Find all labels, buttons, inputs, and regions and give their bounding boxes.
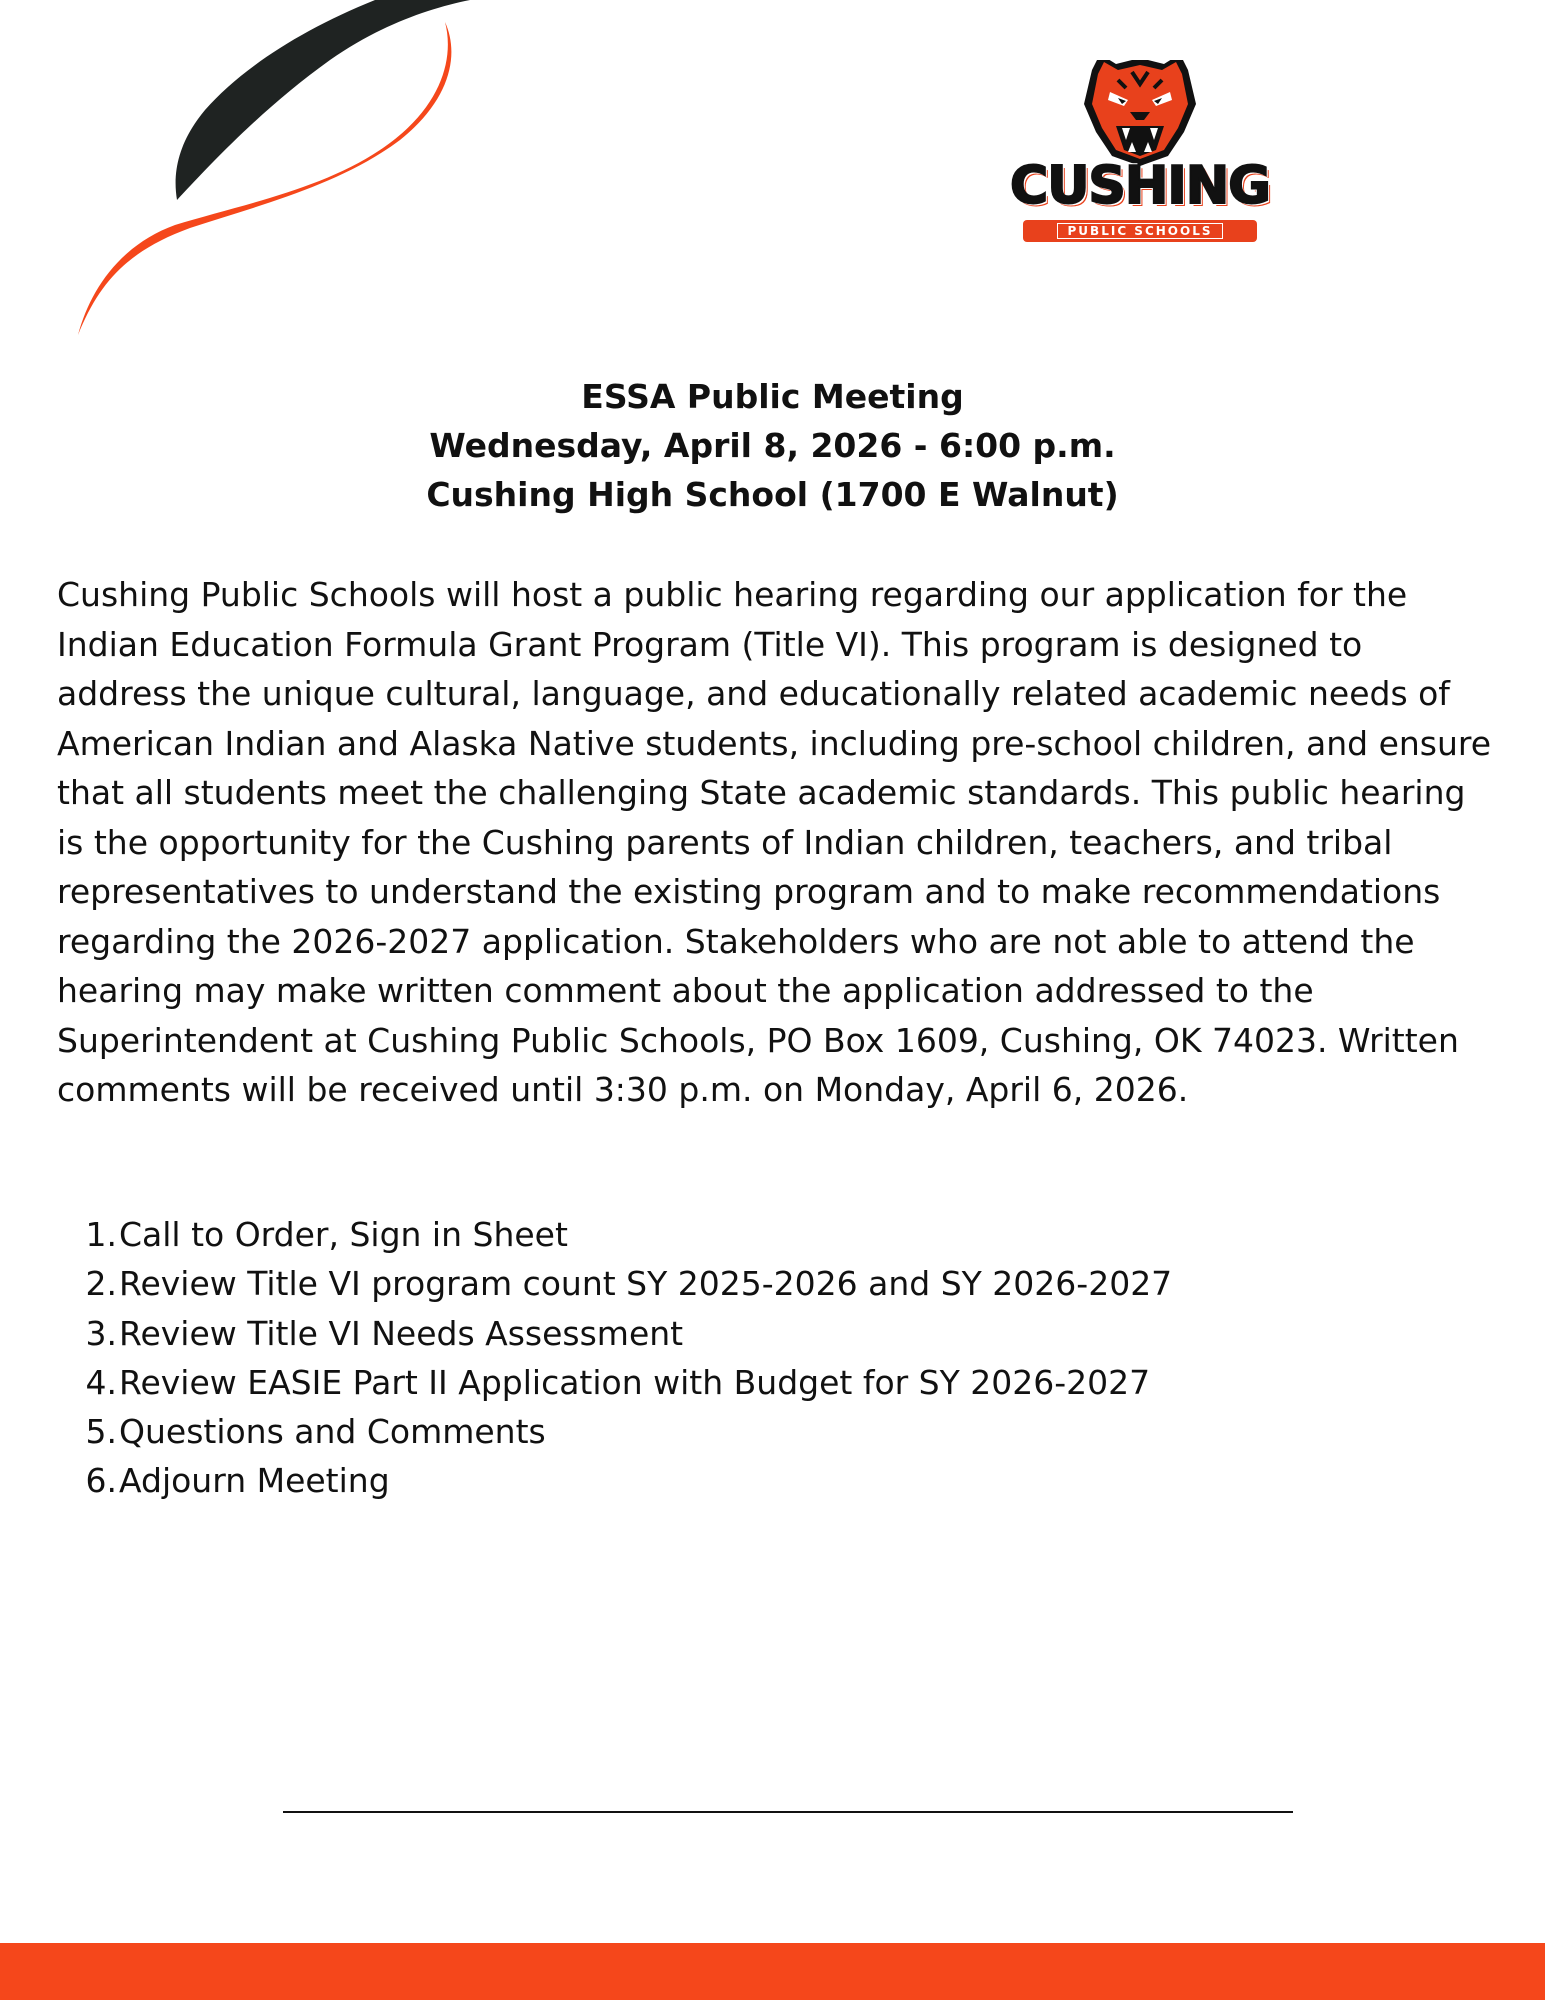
- agenda-item-number: 5.: [85, 1412, 117, 1452]
- meeting-location: Cushing High School (1700 E Walnut): [426, 475, 1119, 514]
- agenda-item-text: Review EASIE Part II Application with Budget for SY 2026-2027: [119, 1362, 1151, 1402]
- agenda-item: [57, 1358, 1172, 1407]
- agenda-item-number: 1.: [85, 1215, 117, 1254]
- agenda-item: [57, 1407, 1172, 1456]
- agenda-item-text: Review Title VI program count SY 2025-2026 and SY 2026-2027: [119, 1264, 1173, 1304]
- agenda-item-number: 4.: [85, 1362, 117, 1402]
- agenda-item: [57, 1210, 1172, 1259]
- agenda-item-text: Adjourn Meeting: [119, 1461, 390, 1501]
- agenda-item-text: Call to Order, Sign in Sheet: [119, 1215, 568, 1254]
- agenda-item-number: 6.: [85, 1461, 117, 1501]
- agenda-list: [57, 1210, 1172, 1506]
- footer-accent-bar: [0, 1943, 1545, 2000]
- tiger-head-icon: [995, 60, 1285, 170]
- meeting-title: ESSA Public Meeting: [581, 377, 964, 416]
- logo-subtitle: PUBLIC SCHOOLS: [1057, 223, 1224, 239]
- agenda-item-text: Questions and Comments: [119, 1412, 546, 1452]
- logo-subtitle-band: [1023, 220, 1257, 242]
- swoosh-dark-stroke: [176, 0, 470, 200]
- agenda-item: [57, 1259, 1172, 1308]
- agenda-item-number: 2.: [85, 1264, 117, 1304]
- meeting-heading: [0, 372, 1545, 519]
- meeting-date-time: Wednesday, April 8, 2026 - 6:00 p.m.: [429, 426, 1116, 465]
- logo-wordmark: CUSHING: [1010, 156, 1270, 216]
- agenda-item-text: Review Title VI Needs Assessment: [119, 1313, 684, 1353]
- signature-line: [283, 1811, 1293, 1813]
- decorative-swoosh: [0, 0, 500, 350]
- agenda-item: [57, 1309, 1172, 1358]
- announcement-paragraph: Cushing Public Schools will host a public hearing regarding our application for the Indian Education Formula Grant Program (Title VI). This program is designed to address the unique cultural, language, and educationally related academic needs of American Indian and Alaska Native students, including pre-school children, and ensure that all students meet the challenging State academic standards. This public hearing is the opportunity for the Cushing parents of Indian children, teachers, and tribal representatives to understand the existing program and to make recommendations regarding the 2026-2027 application. Stakeholders who are not able to attend the hearing may make written comment about the application addressed to the Superintendent at Cushing Public Schools, PO Box 1609, Cushing, OK 74023. Written comments will be received until 3:30 p.m. on Monday, April 6, 2026.: [57, 575, 1492, 1109]
- agenda-item: [57, 1456, 1172, 1505]
- agenda-item-number: 3.: [85, 1313, 117, 1353]
- cushing-public-schools-logo: [995, 60, 1285, 250]
